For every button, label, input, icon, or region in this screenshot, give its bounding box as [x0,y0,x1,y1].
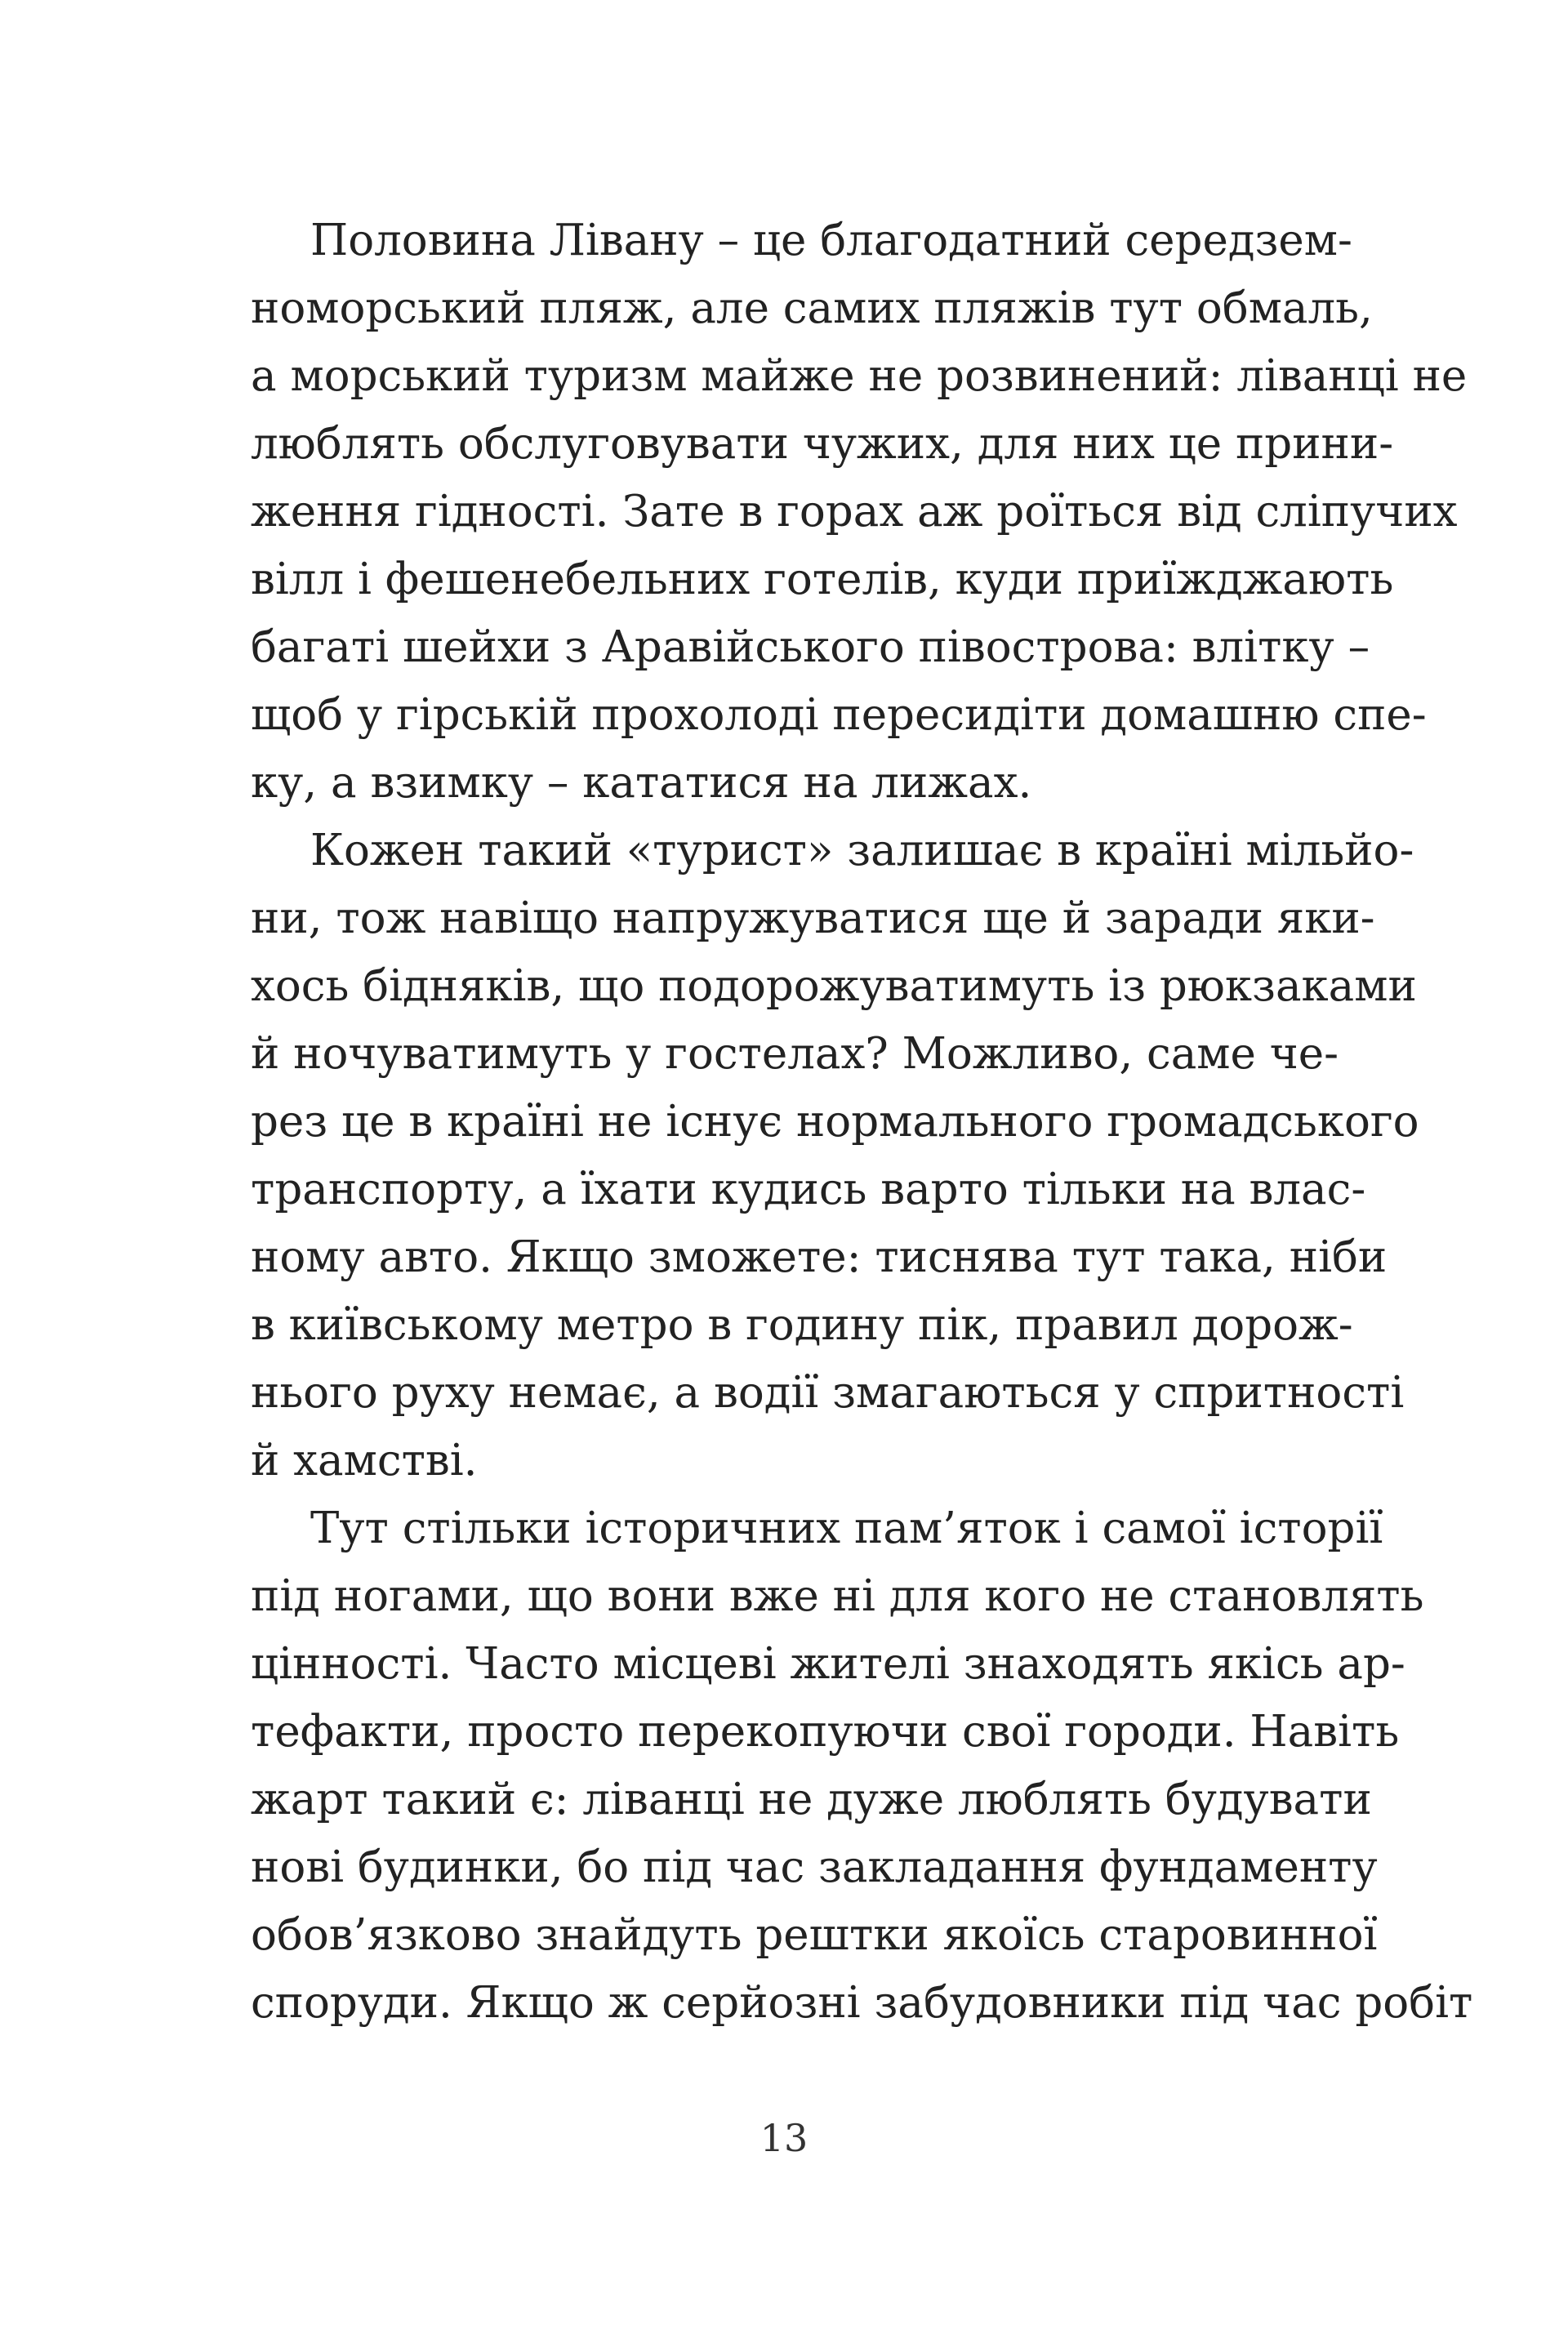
text-line: люблять обслуговувати чужих, для них це прини- [251,419,1394,469]
text-line: ни, тож навіщо напружуватися ще й заради яки- [251,893,1375,943]
text-line: ному авто. Якщо зможете: тиснява тут така, ніби [251,1232,1388,1282]
text-line: вілл і фешенебельних готелів, куди приїжджають [251,555,1394,604]
text-line: а морський туризм майже не розвинений: ліванці не [251,351,1468,401]
text-line: й ночуватимуть у гостелах? Можливо, саме че- [251,1029,1339,1079]
text-line: обов’язково знайдуть рештки якоїсь старовинної [251,1910,1378,1960]
text-line: номорський пляж, але самих пляжів тут обмаль, [251,283,1373,333]
text-line: й хамстві. [251,1436,478,1486]
page-number: 13 [760,2116,808,2160]
text-line: щоб у гірській прохолоді пересидіти домашню спе- [251,690,1427,740]
text-line: цінності. Часто місцеві жителі знаходять якісь ар- [251,1639,1405,1689]
text-line: багаті шейхи з Аравійського півострова: влітку – [251,622,1370,672]
text-line: Тут стільки історичних пам’яток і самої історії [310,1503,1383,1553]
text-line: ження гідності. Зате в горах аж роїться від сліпучих [251,487,1458,537]
text-line: ку, а взимку – кататися на лижах. [251,758,1032,808]
text-line: транспорту, а їхати кудись варто тільки на влас- [251,1165,1366,1214]
text-line: нього руху немає, а водії змагаються у спритності [251,1368,1405,1418]
text-line: жарт такий є: ліванці не дуже люблять будувати [251,1775,1372,1824]
text-line: споруди. Якщо ж серйозні забудовники під час робіт [251,1978,1473,2028]
text-line: рез це в країні не існує нормального громадського [251,1097,1419,1147]
text-line: Половина Лівану – це благодатний середзем- [310,216,1352,265]
text-line: під ногами, що вони вже ні для кого не становлять [251,1571,1424,1621]
text-line: тефакти, просто перекопуючи свої городи. Навіть [251,1707,1400,1757]
text-line: нові будинки, бо під час закладання фундаменту [251,1842,1378,1892]
text-line: хось бідняків, що подорожуватимуть із рюкзаками [251,961,1417,1011]
text-line: в київському метро в годину пік, правил дорож- [251,1300,1353,1350]
text-line: Кожен такий «турист» залишає в країні мільйо- [310,826,1414,875]
